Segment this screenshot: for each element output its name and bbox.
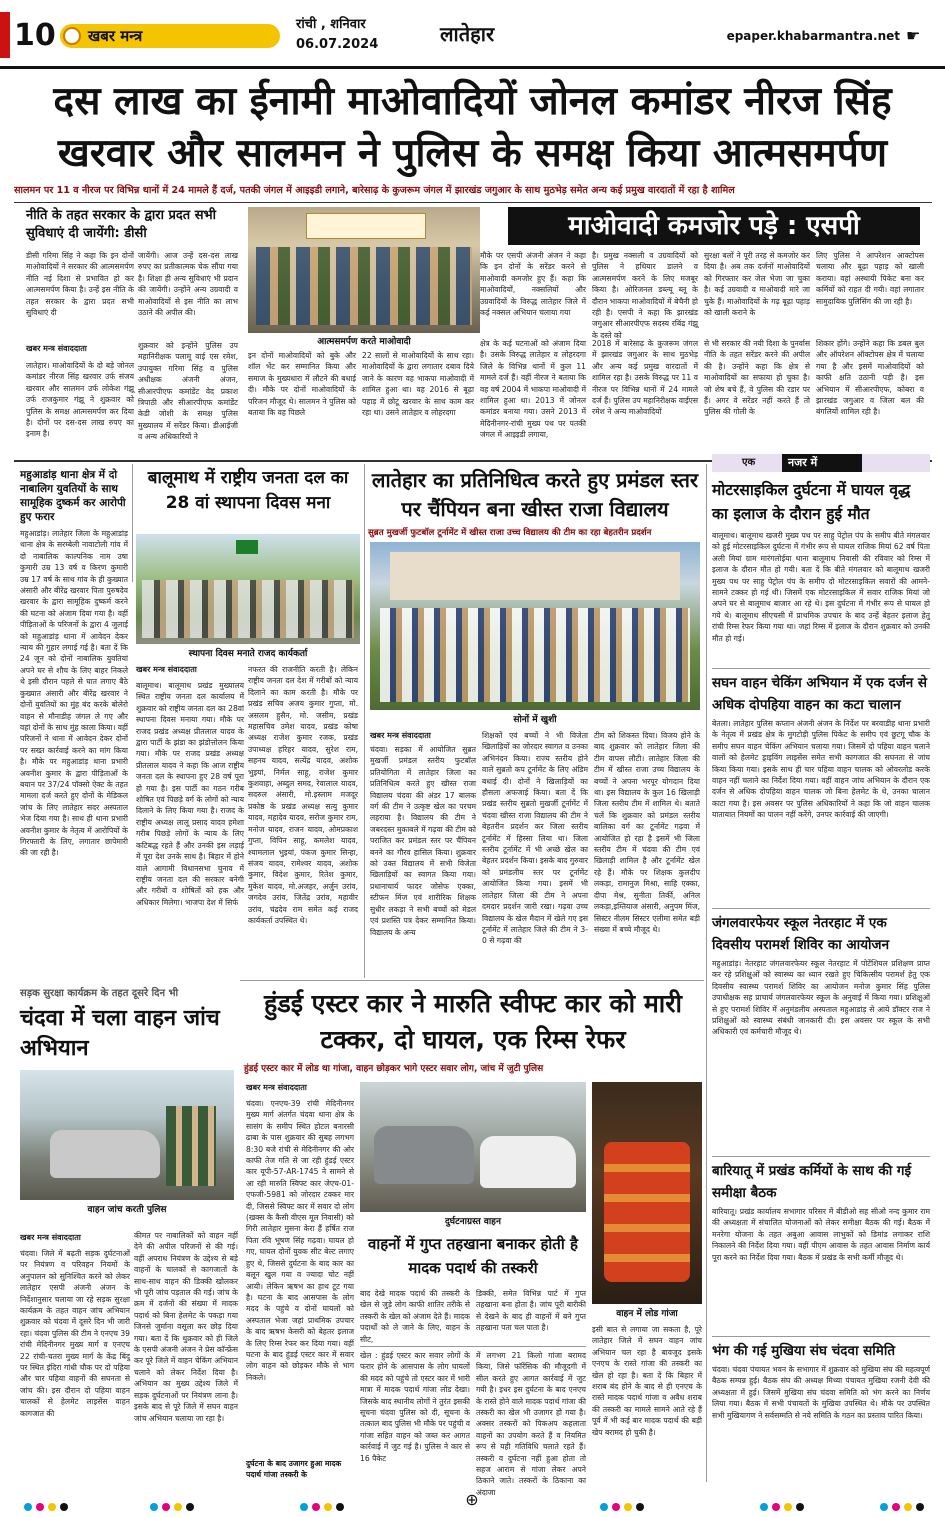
accident-byline: खबर मन्त्र संवाददाता [246, 1083, 307, 1092]
officials-row [256, 247, 472, 325]
camp-headline: जंगलवारफेयर स्कूल नेतरहाट में एक दिवसीय परामर्श शिविर का आयोजन [712, 915, 890, 953]
rjd-body-1: बालूमाथ। बालूमाथ प्रखंड मुख्यालय स्थित राष्ट्रीय जनता दल कार्यालय में शुक्रवार को राष्ट्रीय जनता दल का 28वां स्थापना दिवस मनाया गया। मौके पर राजद प्रखंड अध्यक्ष प्रीतलाल यादव के द्वारा पार्टी के झंडा का झंडोत्तोलन किया गया। मौके पर राजद प्रखंड अध्यक्ष प्रीतलाल यादव ने कहा कि आज राष्ट्रीय जनता दल के स्थापना हुए 28 वर्ष पूरा हो गया है। इस पार्टी का गठन गरीब शोषित एवं पिछड़े वर्ग के लोगों को न्याय दिलाने के लिए किया गया है। राजद के राष्ट्रीय अध्यक्ष लालू प्रसाद यादव हमेशा गरीब पिछड़े लोगों के न्याय के लिए कटिबद्ध रहते हैं और उनकी इस लड़ाई में पूरा देश उनके साथ है। बिहार में होने वाले आगामी विधानसभा चुनाव में राष्ट्रीय जनता दल की सरकार बनेगी और गरीबों व शोषितों को हक और अधिकार मिलेगा। भाजपा देश में सिर्फ [136, 681, 244, 907]
reg-dot [624, 1503, 632, 1511]
reg-dot [336, 1503, 344, 1511]
car-white [480, 1136, 576, 1188]
building-shape [390, 552, 680, 600]
reg-dot [48, 1503, 56, 1511]
header-date: 06.07.2024 [296, 37, 379, 52]
smuggling-body-5: इसी बात से लगाया जा सकता है, पूरे लातेहार जिले में सघन वाहन जांच अभियान चल रहा है बावजूद इसके एनएच के रास्ते गांजा की तस्करी का खेल हो रहा है। बता दें कि बिहार में शराब बंद होने के बाद से ही एनएच के रास्ते मादक पदार्थ गांजा व अवैध शराब की तस्करी का मामले सामने आते रहे हैं पूर्व में भी कई बार मादक पदार्थ की बड़ी खेप बरामद हो चुकी है। [592, 1325, 702, 1437]
epaper-url[interactable]: epaper.khabarmantra.net [726, 29, 900, 43]
vehicle-check-photo [20, 1070, 234, 1200]
rule [706, 464, 707, 1482]
rjd-photo [136, 534, 360, 644]
strap-label: एक [742, 457, 756, 468]
smuggling-body-1: बाद देखे मादक पदार्थ की तस्करी के खेल से जुड़े लोग काफी शातिर तरीके से तस्करी के खेल को अंजाम देते हैं। मादक पदार्थों को ले जाने के लिए, वाहन के सीट, [360, 1289, 470, 1344]
reg-dot [600, 1503, 608, 1511]
school-body-2: शिक्षकों एवं बच्चों ने भी विजेता खिलाड़ियों का जोरदार स्वागत व उनका अभिनंदन किया। राज्य स्तरीय होने वाले सुब्रतो कप टूर्नामेंट के लिए अंडिम बधाई दी। दोनों ने खिलाड़ियों का हौसला अफजाई किया। बता दें कि प्रखंड स्तरीय सुब्रतो मुखर्जी टूर्नामेंट में चंदवा खीस्त राजा विद्यालय की टीम ने बेहतरीन प्रदर्शन कर जिला स्तरीय टूर्नामेंट में हिस्सा लिया था। जिला स्तरीय टूर्नामेंट में भी अच्छे खेल का बेहतर प्रदर्शन किया। इसके बाद गुरुवार को प्रमंडलीय स्तर पर टूर्नामेंट आयोजित किया गया। इसमें भी लातेहार जिला की टीम ने अपना दमदार प्रदर्शन जारी रखा। गढ़वा उच्च विद्यालय के खेल मैदान में खेले गए इस टूर्नामेंट में लातेहार जिले की टीम ने 3-0 से गढ़वा की [482, 731, 588, 946]
reg-dot [760, 1503, 768, 1511]
school-photo-caption: सोनों में खुशी [370, 712, 700, 726]
camp-body: महुआडांड़। नेतरहाट जंगलवारफेयर स्कूल नेतरहाट में पोटेंशियल प्रशिक्षण प्राप्त कर रहे प्रशिक्षुओं को स्वास्थ्य का ध्यान रखते हुए चिकित्सीय परामर्श हेतु एक दिवसीय स्वास्थ्य परामर्श शिविर का आयोजन मनोज कुमार सिंह पुलिस उपाधीक्षक सह प्राचार्य जंगलवारफेयर स्कूल के अनुवाई में किया गया। प्रशिक्षुओं से हुए परामर्श शिविर में अनुमंडलीय अस्पताल महुआडांड़ से आये डॉक्टर राज ने प्रशिक्षुओं को स्वास्थ्य संबंधी जानकारी दी। इस अवसर पर स्कूल के सभी अधिकारी एवं कर्मचारी मौजूद थे। [712, 959, 930, 1037]
reg-dot [612, 1503, 620, 1511]
review-body: बारियातू। प्रखंड कार्यालय सभागार परिसर में बीडीओ सह सीओ नन्द कुमार राम की अध्यक्षता में संचालित योजनाओं को लेकर समीक्षा बैठक की गई। बैठक में मनरेगा योजना के तहत अबुआ आवास लाभुकों को डिमांड लगाकर राशि निकालने की निर्देश दिया गया। वहीं पीएम आवास के तहत आवास निर्माण कार्य पूरा करने का निर्देश दिया गया। बैठक में प्रखंड के सभी कर्मी मौजूद थे। [712, 1207, 930, 1262]
registration-crosshair-icon: ⊕ [465, 1490, 479, 1509]
rule [712, 908, 930, 909]
lead-col2: जायेंगी। आज उन्हें दस-दस लाख रुपए का प्रतीकात्मक चेक सौंपा गया है। शिक्षा ही अन्य सुविधाएं भी प्रदान की जायेंगी। उन्होंने अन्य उग्रवादी व माओवादियों से इस नीति का लाभ उठाने की अपील की। [138, 251, 238, 318]
header-color-bar [0, 12, 10, 58]
road-body-1: चंदवा। जिले में बढ़ती सड़क दुर्घटनाओं पर नियंत्रण व परिवहन नियमों के अनुपालन को सुनिश्चित करने को लेकर लातेहार एसपी अंजनी अंजन के निर्देशानुसार चलाया जा रहे सड़क सुरक्षा कार्यक्रम के तहत वाहन जांच अभियान शुक्रवार को चंदवा में दूसरे दिन भी जारी रहा। चंदवा पुलिस की टीम ने एनएच 39 रांची मेदिनीनगर मुख्य मार्ग व एनएच 22 रांची-चतरा मुख्य मार्ग के केंद्र बिंदु पर स्थित इंदिरा गांधी चौक पर दो पहिया और चार पहिया वाहनों की सघनता से जांच की। इस दौरान दो पहिया वाहन चालकों से हेलमेट लाइसेंस वाहन कागजात की [20, 1249, 130, 1418]
review-headline: बारियातू में प्रखंड कर्मियों के साथ की गई समीक्षा बैठक [712, 1163, 912, 1201]
smuggling-headline: वाहनों में गुप्त तहखाना बनाकर होती है मादक पदार्थ की तस्करी [368, 1235, 578, 1277]
surrender-photo-caption: आत्मसमर्पण करते माओवादी [248, 334, 480, 348]
lead-subhead: सालमन पर 11 व नीरज पर विभिन्न थानों में 24 मामले हैं दर्ज, पतकी जंगल में आइइडी लगाने, बारेसाढ़ के कुजरूम जंगल में झारखंड जगुआर के साथ मुठभेड़ समेत अन्य कई प्रमुख वारदातों में रहा है शामिल [14, 185, 735, 196]
school-body-1: चंदवा। सड़का में आयोजित सुब्रत मुखर्जी प्रमंडल स्तरीय फुटबॉल प्रतियोगिता में लातेहार जिला का प्रतिनिधित्व करते हुए खीस्त राजा विद्यालय चंदवा की अंडर 17 बालक वर्ग की टीम ने उत्कृष्ट खेल का परचम लहराया है। विद्यालय की टीम ने जबरदस्त मुकाबले में गढ़वा की टीम को पराजित कर प्रमंडल स्तर पर चैंपियन बनने का गौरव हासिल किया। शुक्रवार को उक्त विद्यालय में सभी विजेता खिलाड़ियों का स्वागत किया गया। प्रधानाचार्य फादर जोसेफ एक्का, स्टीफन मिंज एवं शारीरिक शिक्षक सुधीर लकड़ा ने सभी बच्चों को मेडल एवं प्रशस्ति पत्र देकर सम्मानित किया। विद्यालय के अन्य [370, 745, 476, 937]
lead-col7b: से भी सरकार की नयी दिशा के पुनर्वास नीति के तहत सरेंडर करने की अपील की है। उन्होंने कहा कि क्षेत्र से माओवादियों का सफाया हो चुका है। जो शेष बचे हैं, वे पुलिस की रडार पर हैं। अगर वे सरेंडर नहीं करते हैं तो पुलिस की गोली के [704, 339, 810, 417]
school-team-photo [370, 542, 700, 710]
lead-col1b: लातेहार। माओवादियों के दो बड़े जोनल कमांडर नीरज सिंह खरवार उर्फ संजय खरवार और सालमन उर्फ लोकेश गंझू उर्फ राजकुमार गंझू ने शुक्रवार को पुलिस के समक्ष आत्मसमर्पण कर दिया है। दोनों पर दस-दस लाख रुपए का इनाम है। [26, 361, 134, 439]
strap-title: नजर में [788, 456, 818, 469]
car-shape [50, 1130, 160, 1178]
lead-headline-line2: खरवार और सालमन ने पुलिस के समक्ष किया आत्मसमर्पण [57, 131, 888, 176]
gangrape-body: महुआडांड़। लातेहार जिला के महुआडांड़ थाना क्षेत्र के सरम्बेली नावाटोली गांव में दो नाबालिक काल्पनिक नाम उषा कुमारी उम्र 13 वर्ष व किरण कुमारी उम्र 17 वर्ष के साथ गांव के ही कुख्यात अंसारी और बीरेंद्र खरवार पिता पुरुषदेव खरवार के द्वारा सामूहिक दुष्कर्म करने की घटना को अंजाम दिया गया है। वहीं पीड़िताओं के परिजनों के द्वारा 4 जुलाई को महुआडांड़ थाना में आवेदन देकर न्याय की गुहार लगाई गई है। बता दें कि 24 जून को दोनों नाबालिक युवतियां अपने घर से शौच के लिए बाहर निकले थे इसी दौरान पहले से घात लगाए बैठे कुख्यात अंसारी और बीरेंद्र खरवार ने दोनों युवतियों का मुंह बंद करके बोलेरो वाहन से मौनाडीह जंगल ले गए और वहां दोनों के साथ मुंह काला किया। वहीं परिजनों ने थाना में आवेदन देकर दोनों पर सख्त कार्रवाई करने का मांग किया है। मौके पर महुआडांड़ थाना प्रभारी अवनीश कुमार के द्वारा पीड़िताओं के बयान पर 37/24 पॉक्सो ऐक्ट के तहत मामला दर्ज करते हुए दोनों के मेडिकल जांच के लिए लातेहार सदर अस्पताल भेज दिया गया है। साथ ही थाना प्रभारी अवनीश कुमार के नेतृत्व में आरोपियों के गिरफ्तारी के लिए, लगातार छापेमारी की जा रही है। [20, 529, 128, 858]
page-number: 10 [14, 18, 56, 53]
lead-col8: लिए पुलिस ने आपरेशन आक्टोपस चलाया और बूढ़ा पहाड़ को खाली कराया। वहां अस्थायी पिकेट बना कर कर्मियों को राहत दी गयी। वहां लगातार सामुदायिक पुलिसिंग की जा रही है। [816, 251, 924, 306]
lead-col5b: क्षेत्र के कई घटनाओं को अंजाम दिया है। उसके विरुद्ध लातेहार व लोहरदगा जिले के विभिन्न थानों में कुल 11 मामले दर्ज हैं। वहीं नीरज ने बताया कि वह वर्ष 2004 में भाकपा माओवादी में शामिल हुआ था। 2013 में जोनल कमांडर बनाया गया। उसने 2013 में मेदिनीनगर-रांची मुख्य पथ पर पतकी जंगल में आइइडी लगाया, [480, 339, 586, 440]
lead-side-headline: नीति के तहत सरकार के द्वारा प्रदत सभी सुविधाएं दी जायेंगी: डीसी [26, 208, 217, 241]
sp-headline: माओवादी कमजोर पड़े : एसपी [568, 211, 860, 241]
header-rule [0, 66, 945, 69]
accident-headline: हुंडई एस्टर कार ने मारुति स्वीफ्ट कार को मारी टक्कर, दो घायल, एक रिम्स रेफर [264, 989, 682, 1054]
flag-shape [236, 540, 258, 554]
lead-headline-line1: दस लाख का ईनामी माओवादियों जोनल कमांडर नीरज सिंह [53, 79, 892, 124]
rjd-body-2: नफरत की राजनीति करती है। लेकिन राष्ट्रीय जनता दल देश में गरीबों को न्याय दिलाने का काम करती है। मौके पर प्रखंड सचिव अजय कुमार गुप्ता, मो. असलम हुसैन, मो. जसीम, प्रखंड महासचिव उमेश यादव, प्रखंड कोषा अध्यक्ष राजेश कुमार रजक, प्रखंड उपाध्यक्ष हरिहर यादव, सुरेश राम, सहनय यादव, सत्येंद्र यादव, अशोक भुइयां, निर्मल साहू, राजेश कुमार कुशवाहा, अब्दुल समद, रेवालाल यादव, सदरुल अंसारी, मो.इस्लाम मजदूर प्रकोष्ठ के प्रखंड अध्यक्ष सत्यु कुमार यादव, महादेव यादव, सरोज कुमार राम, मनोज यादव, राजन यादव, ओमप्रकाश गुप्ता, विपिन साहू, कमलेश यादव, श्यामलाल भुइयां, पंकज कुमार सिन्हा, संजय यादव, रामेश्वर यादव, अशोक कुमार, विदेश कुमार, रितेश कुमार, मुकेश यादव, मो.अजहर, अर्जुन उरांव, जगदेव उरांव, जितेंद्र उरांव, महावीर उरांव, चंद्रदेव राम समेत कई राजद कार्यकर्ता उपस्थित थे। [248, 665, 358, 925]
school-subhead: सुब्रत मुखर्जी फुटबॉल टूर्नामेंट में खीस्त राजा उच्च विद्यालय की टीम का रहा बेहतरीन प्रदर्शन [368, 528, 652, 538]
lead-col4: 22 सालों से माओवादियों के साथ रहा। माओवादियों के द्वारा लगातार दबाव दिये जाने के कारण वह भाकपा माओवादी में शामिल हुआ था। वह 2016 से बूढ़ा पहाड़ में छोटू खरवार के साथ काम कर रहा था। उसने लातेहार व लोहरदगा [362, 351, 474, 418]
reg-dot [772, 1503, 780, 1511]
logo-icon [63, 27, 81, 45]
lead-byline: खबर मन्त्र संवाददाता [26, 344, 87, 353]
damaged-car-caption: दुर्घटनाग्रस्त वाहन [360, 1214, 586, 1228]
rjd-headline: बालूमाथ में राष्ट्रीय जनता दल का 28 वां स्थापना दिवस मना [147, 468, 349, 513]
reg-dot [916, 1503, 924, 1511]
reg-dot [36, 1503, 44, 1511]
rule [240, 980, 704, 981]
smuggling-body-2: डिक्की, समेत विभिन्न पार्ट में गुप्त तहखाना बना होता है। जांच पूरी बारीकी से देखने के बाद ही वाहनों में बने गुप्त तहखाना पता चल पाता है। [476, 1289, 586, 1333]
reg-dot [312, 1503, 320, 1511]
header-section: लातेहार [440, 22, 495, 46]
reg-dot [24, 1503, 32, 1511]
logo-text: खबर मन्त्र [88, 27, 143, 45]
reg-dot [150, 1503, 158, 1511]
stage-banner [306, 213, 426, 239]
reg-dot [880, 1503, 888, 1511]
ganja-packets [604, 1142, 690, 1282]
mukhiya-body: चंदवा। चंदवा पंचायत भवन के सभागार में शुक्रवार को मुखिया संघ की महत्वपूर्ण बैठक सम्पन्न हुई। बैठक संघ की अध्यक्ष मिथ्या पंचायत मुखिया रजनी देवी की अध्यक्षता में हुई। जिसमें मुखिया संघ चंदवा समिति को भंग करने का निर्णय लिया गया। बैठक में सभी पंचायतों के मुखिया उपस्थित थे। मौके पर उपस्थित सभी मुखियागण ने सर्वसम्मति से नये समिति के गठन का प्रस्ताव पारित किया। [712, 1365, 930, 1420]
page-header [0, 0, 945, 72]
checking-headline: सघन वाहन चेकिंग अभियान में एक दर्जन से अधिक दोपहिया वाहन का कटा चालान [712, 675, 928, 713]
reg-dot [796, 1503, 804, 1511]
lead-col6: है। प्रमुख नक्सली व उग्रवादियों को पुलिस ने हथियार डालने व आत्मसमर्पण करने के लिए मजबूर किया है। ओरिजनल डब्ल्यू ब्लू के दौरान भाकपा माओवादियों में बेचैनी हो रही है। एसपी ने कहा कि झारखंड जगुआर सीआरपीएफ सदस्य रबिंद्र गंझू के दस्ते को [592, 251, 698, 340]
lead-col8b: शिकार होंगे। उन्होंने कहा कि डबल बुल और ऑपरेशन ऑक्टोपस क्षेत्र में चलाया गया है और इसमें माओवादियों को काफी क्षति उठानी पड़ी है। इस अभियान में सीआरपीएफ, कोबरा व झारखंड जगुआर व जिला बल की बंगलियों शामिल रही है। [816, 339, 924, 417]
school-body-3: टीम को शिकस्त दिया। विजय होने के बाद शुक्रवार को लातेहार जिला की टीम वापस लौटी। लातेहार जिला की टीम में खीस्त राजा उच्च विद्यालय के बच्चों ने अपना भरपूर योगदान दिया था। इस विद्यालय के कुल 16 खिलाड़ी जिला स्तरीय टीम में शामिल थे। बताते चलें कि शुक्रवार को प्रमंडल स्तरीय बालिका वर्ग का टूर्नामेंट गढ़वा में आयोजित हो रहा है इसमें भी जिला स्तरीय टीम में चंदवा की टीम एवं खिलाड़ी शामिल है और टूर्नामेंट खेल रहे हैं। मौके पर शिक्षक कुलदीप लकड़ा, रामानुज मिश्रा, साहि एक्का, दीपा मेश्र, सुनीता तिर्की, अनिल लकड़ा,इम्तियाज अंसारी, अनुपम मिंज, सिस्टर नीलम सिस्टर एलीमा समेत बड़ी संख्या में बच्चे मौजूद थे। [594, 731, 700, 934]
rule [712, 668, 930, 669]
crowd-row [142, 580, 354, 638]
car-grey [374, 1126, 474, 1184]
checking-body: बेतला। लातेहार पुलिस कप्तान अंजनी अंजन के निर्देश पर बरवाडीह थाना प्रभारी के नेतृत्व में प्रखंड क्षेत्र के मुगटोड़ी पुलिस पिकेट के समीप एवं छुटगू चौक के समीप सघन वाहन चेकिंग अभियान चलाया गया। जिसमें दो पहिया वाहन चलाने वालों को हेलमेट ड्राइविंग लाइसेंस समेत सभी कागजात की सघनता से जांच किया किया गया। इसके साथ ही चार पहिया वाहन चालक को ओवरलोड करके वाहन नहीं चलाने का निर्देश दिया गया। वहीं वाहन जांच अभियान के दौरान एक दर्जन से अधिक दोपहिया वाहन चालक जो बिना हेलमेट के थे, उनका चालान काटा गया है। इस अवसर पर पुलिस अधिकारियों ने कहा कि जो वाहन चालक यातायात नियमों का पालन नहीं करेंगे, उनपर कार्रवाई की जाएगी। [712, 719, 930, 820]
damaged-car-photo [360, 1082, 586, 1212]
school-headline: लातेहार का प्रतिनिधित्व करते हुए प्रमंडल स्तर पर चैंपियन बना खीस्त राजा विद्यालय [371, 468, 699, 521]
lead-col1: डीसी गरिमा सिंह ने कहा कि इन दोनों माओवादियों ने सरकार की आत्मसमर्पण नीति नई दिशा से प्रभावित हो कर आत्मसमर्पण किया है। उन्हें इस नीति के तहत सरकार के द्वारा प्रदत सभी सुविधाएं दी [26, 251, 134, 318]
accident-subhead: हुंडई एस्टर कार में लोड था गांजा, वाहन छोड़कर भागे एस्टर सवार लोग, जांच में जुटी पुलिस [244, 1064, 544, 1074]
reg-dot [904, 1503, 912, 1511]
ganja-photo [592, 1082, 702, 1304]
reg-dot [784, 1503, 792, 1511]
reg-dot [636, 1503, 644, 1511]
lead-col3: इन दोनों माओवादियों को बुके और शॉल भेंट कर सम्मानित किया और समाज के मुख्यधारा में लौटने की बधाई दी। मौके पर दोनों माओवादियों के परिजन मौजूद थे। सालमन ने पुलिस को बताया कि वह पिछले [248, 351, 356, 418]
smuggling-body-3: खेल : हुंडई एस्टर कार सवार लोगों के फरार होने के आसपास के लोग घायलों की मदद को पहुंचे तो एस्टर कार में भारी मात्रा में मादक पदार्थ गांजा लोड देखा। जिसके बाद स्थानीय लोगों ने तुरंत इसकी सूचना चंदवा पुलिस को दी, सूचना के तत्काल बाद पुलिस भी मौके पर पहुंची व गांजा सहित वाहन को जब्त कर आगत कार्रवाई में जुट गई है। पुलिस ने कार से 16 पैकेट [360, 1351, 470, 1463]
accident-body-1: चंदवा। एनएच-39 रांची मेदिनीनगर मुख्य मार्ग अंतर्गत चंदवा थाना क्षेत्र के सासंग के समीप स्थित होटल बनारसी ढाबा के पास शुक्रवार की सुबह लगभग 8:30 बजे रांची से मेदिनीनगर की ओर काफी तेज गति से जा रही हुंडई एस्टर कार यूपी-57-AR-1745 ने सामने से आ रही मारुति स्विफ्ट कार जेएच-01-एफजी-5981 को जोरदार टक्कर मार दी, जिससे स्विफ्ट कार में सवार दो लोग (खक्स के कैसी वीएस मूल निवासी) को गिरी लातेहार मुसना केरा हैं हर्षित राज पिता रवि भूषण सिंह गढ़वा। घायल हो गए, घायल दोनों युवक सीट बेल्ट लगाए हुए थे, जिससे दुर्घटना के बाद कार का बलून खुल गया व ज्यादा चोट नहीं आयी। लेकिन ऋषभ का हाथ टूट गया है। घटना के बाद आसपास के लोग मदद के पहुंचे व दोनों घायलों को अस्पताल भेजा जहां प्राथमिक उपचार के बाद ऋषभ केसरी को बेहतर इलाज के लिए रिम्स रेफर कर दिया गया। वहीं घटना के बाद हुंडई एस्टर कार में सवार लोग वाहन को छोड़कर मौके से भाग निकले। [246, 1099, 354, 1382]
lead-col7: सुरक्षा बलों ने पूरी तरह से कमजोर कर दिया है। अब तक दर्जनों माओवादियों को गिरफ्तार कर जेल भेजा जा चुका है। कई उग्रवादी व माओवादी मारे जा चुके हैं। माओवादियों के गढ़ बूढ़ा पहाड़ को खाली कराने के [704, 251, 810, 318]
vehicle-check-caption: वाहन जांच करती पुलिस [20, 1202, 234, 1216]
ganja-photo-caption: वाहन में लोड गांजा [592, 1306, 702, 1320]
rjd-byline: खबर मन्त्र संवाददाता [136, 665, 197, 674]
rule [14, 202, 932, 203]
reg-dot [162, 1503, 170, 1511]
sp-headline-bar [508, 207, 920, 245]
bike-accident-headline: मोटरसाइकिल दुर्घटना में घायल वृद्ध का इलाज के दौरान हुई मौत [712, 481, 911, 523]
rule [712, 1336, 930, 1337]
reg-dot [60, 1503, 68, 1511]
road-safety-headline: चंदवा में चला वाहन जांच अभियान [20, 1006, 220, 1061]
strap-title-box [782, 454, 862, 472]
road-byline: खबर मन्त्र संवाददाता [20, 1233, 81, 1242]
logo-badge [60, 24, 280, 48]
lead-col5: मौके पर एसपी अंजनी अंजन ने कहा कि इन दोनों के सरेंडर करने से माओवादी कमजोर हुए हैं। कहा कि माओवादियों, नक्सलियों और उग्रवादियों के विरुद्ध लातेहार जिले में कई नक्सल अभियान चलाया गया [480, 251, 586, 318]
gangrape-headline: महुआडांड़ थाना क्षेत्र में दो नाबालिग युवतियों के साथ सामूहिक दुष्कर्म कर आरोपी हुए फरार [20, 469, 126, 523]
road-safety-strap: सड़क सुरक्षा कार्यक्रम के तहत दूसरे दिन भी [20, 988, 179, 999]
lead-col6b: 2018 में बारेसाढ़ के कुजरूम जंगल में झारखंड जगुआर के साथ मुठभेड़ और अन्य कई प्रमुख वारदातों में शामिल रहा है। उसके विरुद्ध पर 11 व नीरज पर विभिन्न थानों में 24 मामले दर्ज हैं। पुलिस उप महानिरीक्षक वाईएस रमेश ने अन्य माओवादियों [592, 339, 699, 417]
header-city-day: रांची , शनिवार [296, 17, 366, 32]
rule [132, 464, 133, 582]
reg-dot [324, 1503, 332, 1511]
rule [360, 1346, 586, 1347]
registration-marks [0, 1488, 945, 1517]
reg-dot [186, 1503, 194, 1511]
bike-accident-body: बालूमाथ। बालूमाथ खजरी मुख्य पथ पर साहु पेट्रोल पंप के समीप बीते मंगलवार को हुई मोटरसाइकिल दुर्घटना में गंभीर रूप से घायल राजिक मियां 62 वर्ष पिता अली मियां ग्राम मारंगलोईया थाना बालूमाथ निवासी की रविवार को रिम्स में इलाज के दौरान मौत हो गयी। बता दें कि बीते मंगलवार को बालूमाथ खजरी मुख्य पथ पर साहु पेट्रोल पंप के समीप दो मोटरसाइकिल सवारों की आमने-सामने टक्कर हो गई थी। जिसमें एक मोटरसाइकिल में सवार राजिक मियां जो अपने घर से बालूमाथ बाजार आ रहे थे। इस दुर्घटना में गंभीर रूप से घायल हो गये थे। बालूमाथ सीएचसी में प्राथमिक उपचार के बाद उन्हें बेहतर इलाज हेतु रांची रिम्स रेफर किया गया था। जहां रिम्स में इलाज के दौरान शुक्रवार को उनकी मौत हो गई। [712, 531, 930, 643]
rjd-photo-caption: स्थापना दिवस मनाते राजद कार्यकर्ता [136, 646, 360, 660]
school-byline: खबर मन्त्र संवाददाता [370, 731, 431, 740]
ek-nazar-strap [712, 454, 930, 472]
reg-dot [300, 1503, 308, 1511]
reg-dot [892, 1503, 900, 1511]
lead-col2b: शुक्रवार को इन्होंने पुलिस उप महानिरीक्षक पलामू वाई एस रमेश, उपायुक्त गरिमा सिंह व पुलिस अधीक्षक अंजनी अंजन, सीआरपीएफ कमांडेंट वेद प्रकाश त्रिपाठी और सीआरपीएफ कमांडेंट केडी जोशी के समक्ष पुलिस मुख्यालय में सरेंडर किया। डीआईजी व अन्य अधिकारियों ने [138, 341, 238, 442]
rule [364, 464, 365, 978]
hand-pointer-icon: ☛ [906, 26, 921, 45]
surrender-photo [248, 207, 480, 333]
accident-body-1b: दुर्घटना के बाद उजागर हुआ मादक पदार्थ गांजा तस्करी के [246, 1459, 342, 1480]
reg-dot [174, 1503, 182, 1511]
team-rows [380, 608, 690, 702]
rule [712, 1156, 930, 1157]
smuggling-body-4: में लगभग 21 किलो गांजा बरामद किया, जिसे फॉरेंसिक की मौजूदगी में सील करते हुए आगत कार्रवाई में जुट गयी है। इधर इस दुर्घटना के बाद एनएच के रास्ते होने वाले मादक पदार्थ गांजा की तस्करी का खेल भी उजागर हो गया है। अक्सर तस्करों को पिकअप कहलाता वाहनों का उपयोग करते हैं व नियमित रूप से यही गतिविधि चलाते रहते हैं। तस्करी व दुर्घटना नहीं हुआ होता तो सहज आराम से गांजा लेकर अपने ठिकाने जाते। तस्करों के ठिकाना का अंदाजा [476, 1351, 586, 1497]
road-body-2: कीमत पर नाबालिकों को वाहन नहीं देने की अपील परिजनों से की गई। वहीं अपराध नियंत्रण के उद्देश्य से बड़े वाहनों के चालकों से कागजातों के साथ-साथ वाहन की डिक्की खोलकर भी पूरी जांच पड़ताल की गई। जांच के क्रम में दर्जनों की संख्या में मादक पदार्थ को बिना हेलमेट के पकड़ा गया जिनसे जुर्माना वसूला कर छोड़ दिया गया। बता दें कि थुक्रवार को ही जिले के एसपी अंजनी अंजन ने प्रेस कॉन्फ्रेंस कर पूरे जिले में वाहन चेकिंग अभियान चलाने को लेकर निर्देश दिया है। अभियान का मुख्य उद्देश्य जिले में सड़क दुर्घटनाओं पर नियंत्रण लाना है। इसके बाद से पूरे जिले में सघन वाहन जांच अभियान चलाया जा रहा है। [134, 1231, 238, 1423]
police-figures [166, 1106, 216, 1186]
mukhiya-headline: भंग की गई मुखिया संघ चंदवा समिति [712, 1343, 896, 1359]
